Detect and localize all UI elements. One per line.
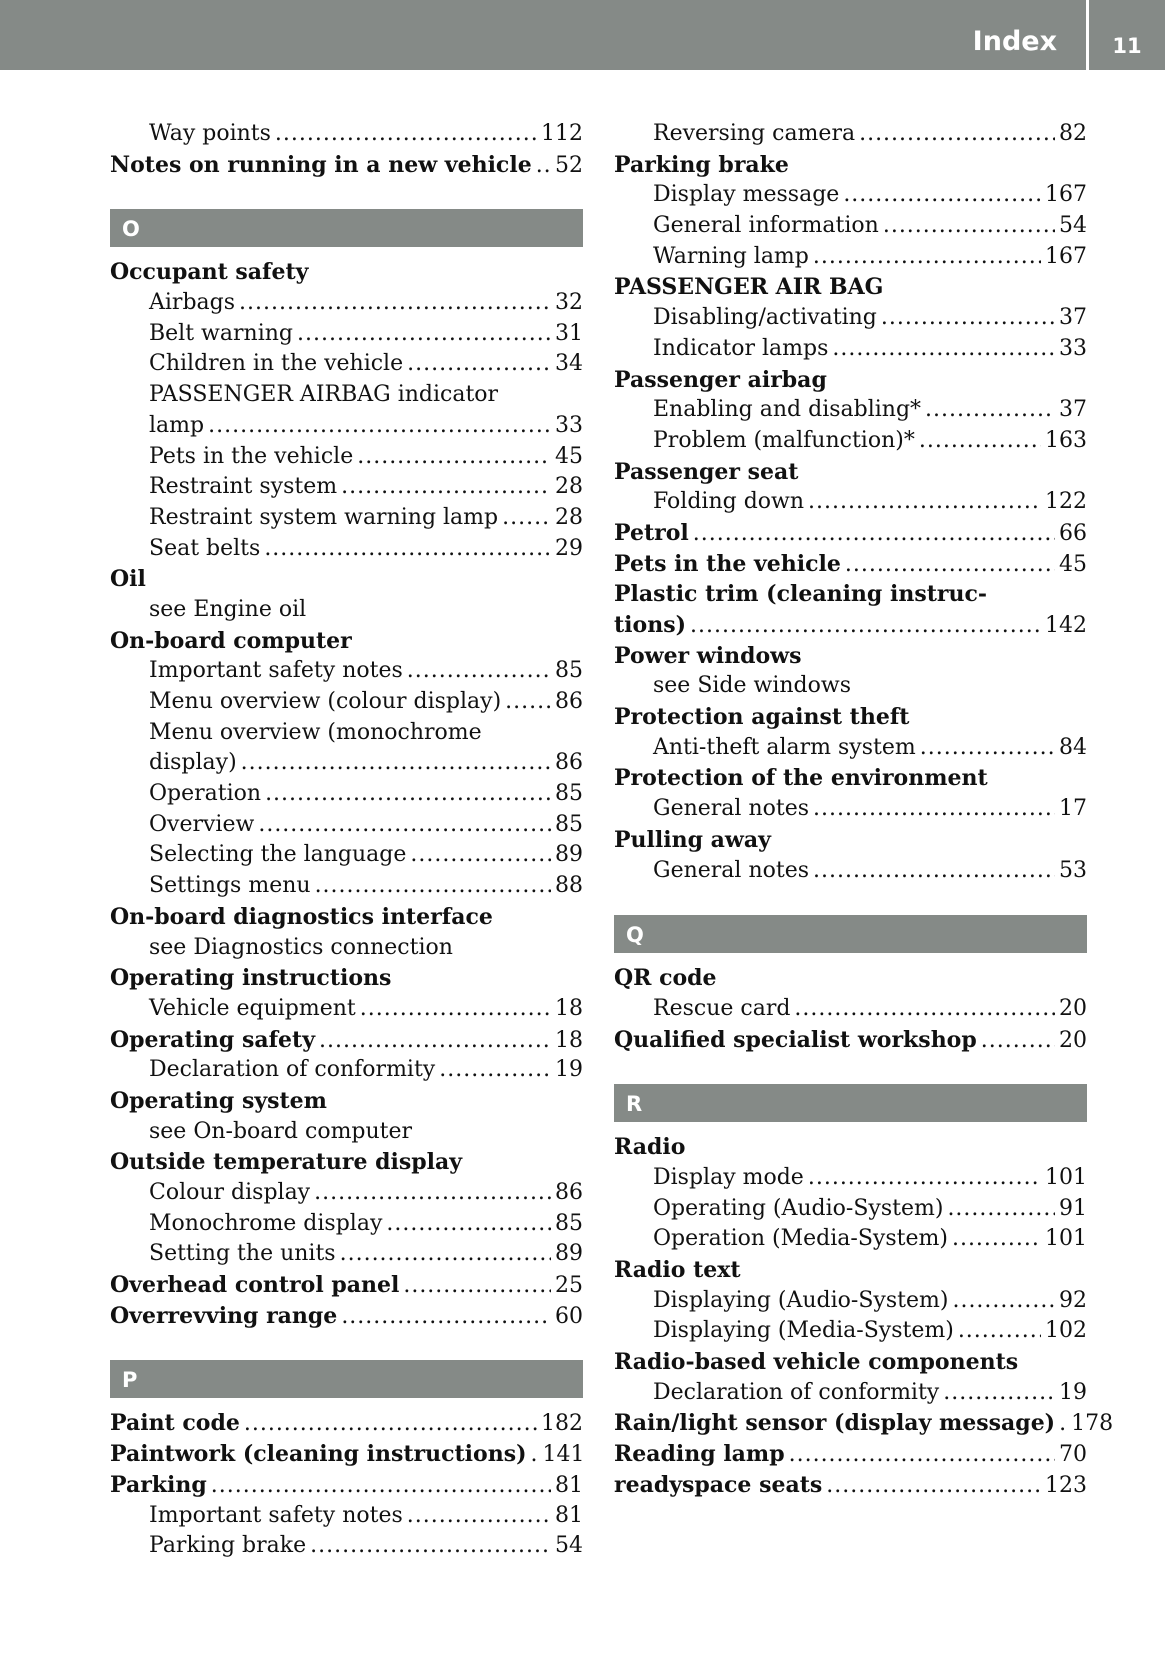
entry-page-number: 33 <box>555 412 583 438</box>
index-entry <box>614 702 1087 733</box>
leader-dots <box>919 426 1041 457</box>
leader-dots <box>502 503 551 534</box>
leader-dots <box>265 779 551 810</box>
entry-page-number: 167 <box>1045 182 1087 208</box>
index-entry <box>614 1132 1087 1163</box>
entry-label: readyspace seats <box>614 1471 823 1498</box>
entry-label: Operation (Media-System) <box>653 1226 948 1252</box>
index-column-right <box>614 119 1114 1501</box>
leader-dots <box>958 1316 1041 1347</box>
index-subentry <box>110 380 583 411</box>
index-subentry <box>110 503 583 534</box>
index-subentry <box>110 534 583 565</box>
index-subentry <box>614 1163 1087 1194</box>
entry-page-number: 32 <box>555 290 583 316</box>
entry-page-number: 66 <box>1059 520 1087 546</box>
entry-label: Operating safety <box>110 1026 315 1053</box>
entry-page-number: 33 <box>1059 335 1087 361</box>
index-entry <box>614 610 1087 641</box>
leader-dots <box>407 349 551 380</box>
entry-label: Display message <box>653 182 840 208</box>
leader-dots <box>403 1271 551 1302</box>
leader-dots <box>845 550 1055 581</box>
index-subentry <box>614 1286 1087 1317</box>
entry-label: Airbags <box>149 290 236 316</box>
entry-label: Parking <box>110 1471 207 1498</box>
leader-dots <box>690 611 1041 642</box>
entry-page-number: 70 <box>1059 1442 1087 1468</box>
entry-page-number: 18 <box>555 995 583 1021</box>
entry-label: Operating system <box>110 1087 327 1114</box>
entry-label: Important safety notes <box>149 1502 403 1528</box>
entry-label: Settings menu <box>149 873 311 899</box>
index-entry <box>614 1439 1087 1470</box>
entry-label: Protection against theft <box>614 704 910 731</box>
index-entry <box>614 457 1087 488</box>
index-entry <box>110 257 583 288</box>
entry-label: Declaration of conformity <box>653 1379 940 1405</box>
index-subentry <box>614 733 1087 764</box>
index-subentry <box>614 1378 1087 1409</box>
entry-label: Operation <box>149 781 262 807</box>
index-subentry <box>614 1224 1087 1255</box>
entry-label: Indicator lamps <box>653 335 829 361</box>
index-subentry <box>110 1531 583 1562</box>
entry-page-number: 37 <box>1059 305 1087 331</box>
index-entry <box>614 1347 1087 1378</box>
entry-page-number: 85 <box>555 1210 583 1236</box>
entry-page-number: 102 <box>1045 1318 1087 1344</box>
index-subentry <box>614 856 1087 887</box>
entry-label: Rain/light sensor (display message) <box>614 1410 1056 1437</box>
entry-page-number: 52 <box>555 152 583 178</box>
entry-page-number: 53 <box>1059 857 1087 883</box>
entry-page-number: 92 <box>1059 1287 1087 1313</box>
entry-label: Operating instructions <box>110 965 392 992</box>
entry-label: PASSENGER AIRBAG indicator <box>149 382 499 408</box>
index-entry <box>614 1025 1087 1056</box>
entry-label: Radio-based vehicle components <box>614 1349 1019 1376</box>
entry-label: Restraint system warning lamp <box>149 504 499 530</box>
leader-dots <box>386 1209 551 1240</box>
entry-page-number: 19 <box>555 1057 583 1083</box>
entry-page-number: 112 <box>541 121 583 146</box>
index-entry <box>614 1470 1087 1501</box>
entry-label: Notes on running in a new vehicle <box>110 151 532 178</box>
section-header-o: O <box>110 209 583 247</box>
index-subentry <box>614 671 1087 702</box>
entry-label: Overview <box>149 811 255 837</box>
index-subentry <box>614 1316 1087 1347</box>
leader-dots <box>315 871 551 902</box>
entry-page-number: 101 <box>1045 1164 1087 1190</box>
leader-dots <box>340 1239 551 1270</box>
index-entry <box>110 626 583 657</box>
entry-page-number: 163 <box>1045 427 1087 453</box>
index-subentry <box>110 994 583 1025</box>
leader-dots <box>297 319 551 350</box>
index-subentry <box>110 349 583 380</box>
entry-label: Oil <box>110 566 146 593</box>
leader-dots <box>341 472 551 503</box>
index-subentry <box>614 994 1087 1025</box>
entry-label: On-board computer <box>110 627 352 654</box>
entry-page-number: 85 <box>555 781 583 807</box>
index-subentry <box>614 334 1087 365</box>
entry-page-number: 60 <box>555 1303 583 1329</box>
entry-page-number: 25 <box>555 1273 583 1299</box>
leader-dots <box>208 411 551 442</box>
index-subentry <box>110 319 583 350</box>
index-entry <box>110 1270 583 1301</box>
index-entry <box>614 641 1087 672</box>
index-entry <box>110 1025 583 1056</box>
entry-label: On-board diagnostics interface <box>110 903 493 930</box>
page-number: 11 <box>1112 34 1142 58</box>
entry-page-number: 91 <box>1059 1195 1087 1221</box>
entry-page-number: 86 <box>555 750 583 776</box>
entry-label: General notes <box>653 857 810 883</box>
entry-label: Vehicle equipment <box>149 995 356 1021</box>
index-subentry <box>110 933 583 964</box>
entry-label: Reversing camera <box>653 121 856 146</box>
section-header-r: R <box>614 1084 1087 1122</box>
leader-dots <box>241 748 551 779</box>
index-subentry <box>110 1239 583 1270</box>
index-entry <box>614 825 1087 856</box>
leader-dots <box>360 994 551 1025</box>
index-subentry <box>110 442 583 473</box>
leader-dots <box>920 733 1055 764</box>
entry-page-number: 85 <box>555 811 583 837</box>
entry-page-number: 84 <box>1059 734 1087 760</box>
leader-dots <box>813 242 1041 273</box>
entry-label: Seat belts <box>149 535 261 561</box>
entry-label: Anti-theft alarm system <box>653 734 916 760</box>
index-subentry <box>110 871 583 902</box>
entry-label: Enabling and disabling* <box>653 397 922 423</box>
index-subentry <box>614 180 1087 211</box>
index-entry <box>110 1439 583 1470</box>
entry-label: Radio <box>614 1134 686 1161</box>
entry-label: see On-board computer <box>149 1118 413 1144</box>
entry-label: Problem (malfunction)* <box>653 427 915 453</box>
leader-dots <box>832 334 1055 365</box>
entry-label: General information <box>653 213 879 239</box>
section-spacer <box>614 1055 1087 1084</box>
entry-page-number: 167 <box>1045 243 1087 269</box>
entry-page-number: 20 <box>1059 1027 1087 1053</box>
entry-label: lamp <box>149 412 205 438</box>
entry-label: Parking brake <box>614 151 789 178</box>
leader-dots <box>310 1531 551 1562</box>
entry-label: QR code <box>614 965 717 992</box>
index-subentry <box>110 810 583 841</box>
entry-label: Petrol <box>614 519 689 546</box>
entry-page-number: 81 <box>555 1472 583 1498</box>
entry-label: Qualified specialist workshop <box>614 1026 977 1053</box>
entry-label: Operating (Audio-System) <box>653 1195 944 1221</box>
entry-label: Reading lamp <box>614 1441 785 1468</box>
leader-dots <box>808 1163 1041 1194</box>
leader-dots <box>258 810 551 841</box>
leader-dots <box>410 840 551 871</box>
index-entry <box>614 963 1087 994</box>
leader-dots <box>947 1194 1055 1225</box>
index-entry <box>110 564 583 595</box>
entry-page-number: 178 <box>1071 1411 1114 1437</box>
index-subentry <box>110 840 583 871</box>
leader-dots <box>952 1286 1055 1317</box>
entry-label: Displaying (Media-System) <box>653 1318 954 1344</box>
index-entry <box>614 272 1087 303</box>
entry-label: Restraint system <box>149 474 338 500</box>
entry-label: Passenger airbag <box>614 366 827 393</box>
leader-dots <box>314 1178 551 1209</box>
entry-label: Menu overview (colour display) <box>149 689 502 714</box>
entry-label: tions) <box>614 612 686 638</box>
entry-label: Paintwork (cleaning instructions) <box>110 1441 527 1468</box>
entry-label: Power windows <box>614 642 802 669</box>
entry-label: Pets in the vehicle <box>614 550 841 577</box>
entry-page-number: 54 <box>1059 213 1087 239</box>
entry-label: Outside temperature display <box>110 1149 463 1176</box>
entry-label: Way points <box>149 121 271 146</box>
index-subentry <box>110 119 583 150</box>
entry-page-number: 54 <box>555 1533 583 1559</box>
entry-label: see Side windows <box>653 673 852 699</box>
leader-dots <box>239 288 551 319</box>
section-spacer <box>110 180 583 209</box>
index-subentry <box>110 1501 583 1532</box>
leader-dots <box>505 687 551 718</box>
index-subentry <box>614 794 1087 825</box>
entry-page-number: 182 <box>541 1411 583 1437</box>
entry-label: Monochrome display <box>149 1210 383 1236</box>
entry-page-number: 85 <box>555 658 583 684</box>
leader-dots <box>275 119 537 150</box>
entry-label: see Engine oil <box>149 596 307 622</box>
entry-label: Pets in the vehicle <box>149 443 354 469</box>
entry-label: Paint code <box>110 1410 240 1437</box>
entry-page-number: 86 <box>555 689 583 714</box>
index-entry <box>110 963 583 994</box>
entry-label: Selecting the language <box>149 842 407 868</box>
entry-label: display) <box>149 750 237 776</box>
index-subentry <box>110 656 583 687</box>
index-entry <box>110 1147 583 1178</box>
index-subentry <box>110 1178 583 1209</box>
leader-dots <box>943 1378 1055 1409</box>
leader-dots <box>859 119 1055 150</box>
leader-dots <box>244 1409 537 1440</box>
entry-label: Passenger seat <box>614 458 799 485</box>
index-entry <box>110 1408 583 1439</box>
entry-label: Protection of the environment <box>614 765 988 792</box>
entry-page-number: 45 <box>1059 551 1087 577</box>
leader-dots <box>813 794 1055 825</box>
index-subentry <box>614 242 1087 273</box>
leader-dots <box>808 487 1041 518</box>
entry-page-number: 29 <box>555 535 583 561</box>
entry-page-number: 34 <box>555 351 583 377</box>
leader-dots <box>813 856 1055 887</box>
leader-dots <box>407 1501 551 1532</box>
entry-page-number: 31 <box>555 320 583 346</box>
index-subentry <box>110 472 583 503</box>
index-subentry <box>110 718 583 749</box>
leader-dots <box>693 519 1055 550</box>
entry-label: PASSENGER AIR BAG <box>614 274 884 301</box>
index-subentry <box>110 779 583 810</box>
entry-label: Declaration of conformity <box>149 1057 436 1083</box>
section-header-p: P <box>110 1360 583 1398</box>
entry-label: see Diagnostics connection <box>149 934 453 960</box>
entry-label: Disabling/activating <box>653 305 877 331</box>
entry-page-number: 82 <box>1059 121 1087 146</box>
entry-page-number: 123 <box>1045 1472 1087 1498</box>
entry-page-number: 86 <box>555 1180 583 1205</box>
index-subentry <box>614 211 1087 242</box>
index-entry <box>110 902 583 933</box>
leader-dots <box>319 1026 551 1057</box>
index-entry <box>614 365 1087 396</box>
index-entry <box>614 1408 1114 1439</box>
entry-label: Overrevving range <box>110 1302 338 1329</box>
index-subentry <box>614 1194 1087 1225</box>
entry-label: Setting the units <box>149 1241 336 1267</box>
entry-page-number: 142 <box>1045 613 1087 638</box>
index-subentry <box>110 1209 583 1240</box>
leader-dots <box>843 180 1041 211</box>
leader-dots <box>826 1471 1041 1502</box>
leader-dots <box>1059 1409 1067 1440</box>
leader-dots <box>531 1440 539 1471</box>
index-column-left <box>110 119 583 1562</box>
leader-dots <box>883 211 1055 242</box>
index-entry <box>614 579 1087 610</box>
index-subentry <box>110 1055 583 1086</box>
index-subentry <box>614 426 1087 457</box>
leader-dots <box>341 1302 551 1333</box>
entry-page-number: 28 <box>555 474 583 500</box>
entry-label: Pulling away <box>614 826 771 853</box>
entry-label: Occupant safety <box>110 259 309 286</box>
index-subentry <box>110 748 583 779</box>
entry-page-number: 19 <box>1059 1379 1087 1405</box>
leader-dots <box>881 303 1055 334</box>
entry-label: Display mode <box>653 1164 804 1190</box>
entry-label: Plastic trim (cleaning instruc- <box>614 581 987 608</box>
entry-page-number: 37 <box>1059 397 1087 423</box>
leader-dots <box>357 442 551 473</box>
leader-dots <box>789 1440 1055 1471</box>
entry-page-number: 17 <box>1059 796 1087 822</box>
index-entry <box>614 763 1087 794</box>
index-entry <box>110 1301 583 1332</box>
entry-label: Parking brake <box>149 1533 307 1559</box>
index-entry <box>614 518 1087 549</box>
index-subentry <box>614 119 1087 150</box>
index-entry <box>110 150 583 181</box>
entry-label: Rescue card <box>653 995 791 1021</box>
leader-dots <box>981 1026 1055 1057</box>
entry-page-number: 45 <box>555 443 583 469</box>
entry-label: Warning lamp <box>653 243 809 269</box>
page-title: Index <box>972 26 1057 57</box>
entry-page-number: 81 <box>555 1502 583 1528</box>
entry-page-number: 28 <box>555 504 583 530</box>
entry-label: Folding down <box>653 489 805 515</box>
leader-dots <box>439 1055 551 1086</box>
entry-page-number: 20 <box>1059 995 1087 1021</box>
page-header <box>0 0 1165 70</box>
leader-dots <box>794 994 1055 1025</box>
section-spacer <box>614 886 1087 915</box>
index-subentry <box>110 288 583 319</box>
leader-dots <box>407 656 551 687</box>
entry-label: Colour display <box>149 1180 311 1205</box>
index-subentry <box>614 487 1087 518</box>
entry-page-number: 101 <box>1045 1226 1087 1252</box>
index-subentry <box>110 687 583 718</box>
section-header-q: Q <box>614 915 1087 953</box>
entry-label: Belt warning <box>149 320 293 346</box>
entry-page-number: 89 <box>555 1241 583 1267</box>
entry-label: Overhead control panel <box>110 1272 400 1299</box>
index-entry <box>110 1086 583 1117</box>
entry-label: General notes <box>653 796 810 822</box>
entry-label: Radio text <box>614 1257 741 1283</box>
index-entry <box>614 549 1087 580</box>
index-subentry <box>110 411 583 442</box>
leader-dots <box>264 534 551 565</box>
index-entry <box>614 150 1087 181</box>
index-entry <box>614 1255 1087 1286</box>
leader-dots <box>211 1471 551 1502</box>
leader-dots <box>536 151 551 182</box>
leader-dots <box>925 395 1055 426</box>
index-subentry <box>110 1117 583 1148</box>
leader-dots <box>952 1224 1041 1255</box>
entry-label: Important safety notes <box>149 658 403 684</box>
entry-page-number: 18 <box>555 1027 583 1053</box>
entry-page-number: 122 <box>1045 489 1087 515</box>
index-entry <box>110 1470 583 1501</box>
entry-label: Children in the vehicle <box>149 351 404 377</box>
entry-page-number: 88 <box>555 873 583 899</box>
index-subentry <box>614 395 1087 426</box>
section-spacer <box>110 1331 583 1360</box>
index-subentry <box>614 303 1087 334</box>
entry-page-number: 89 <box>555 842 583 868</box>
entry-label: Displaying (Audio-System) <box>653 1287 949 1313</box>
entry-page-number: 141 <box>542 1442 585 1468</box>
entry-label: Menu overview (monochrome <box>149 719 482 745</box>
index-subentry <box>110 595 583 626</box>
